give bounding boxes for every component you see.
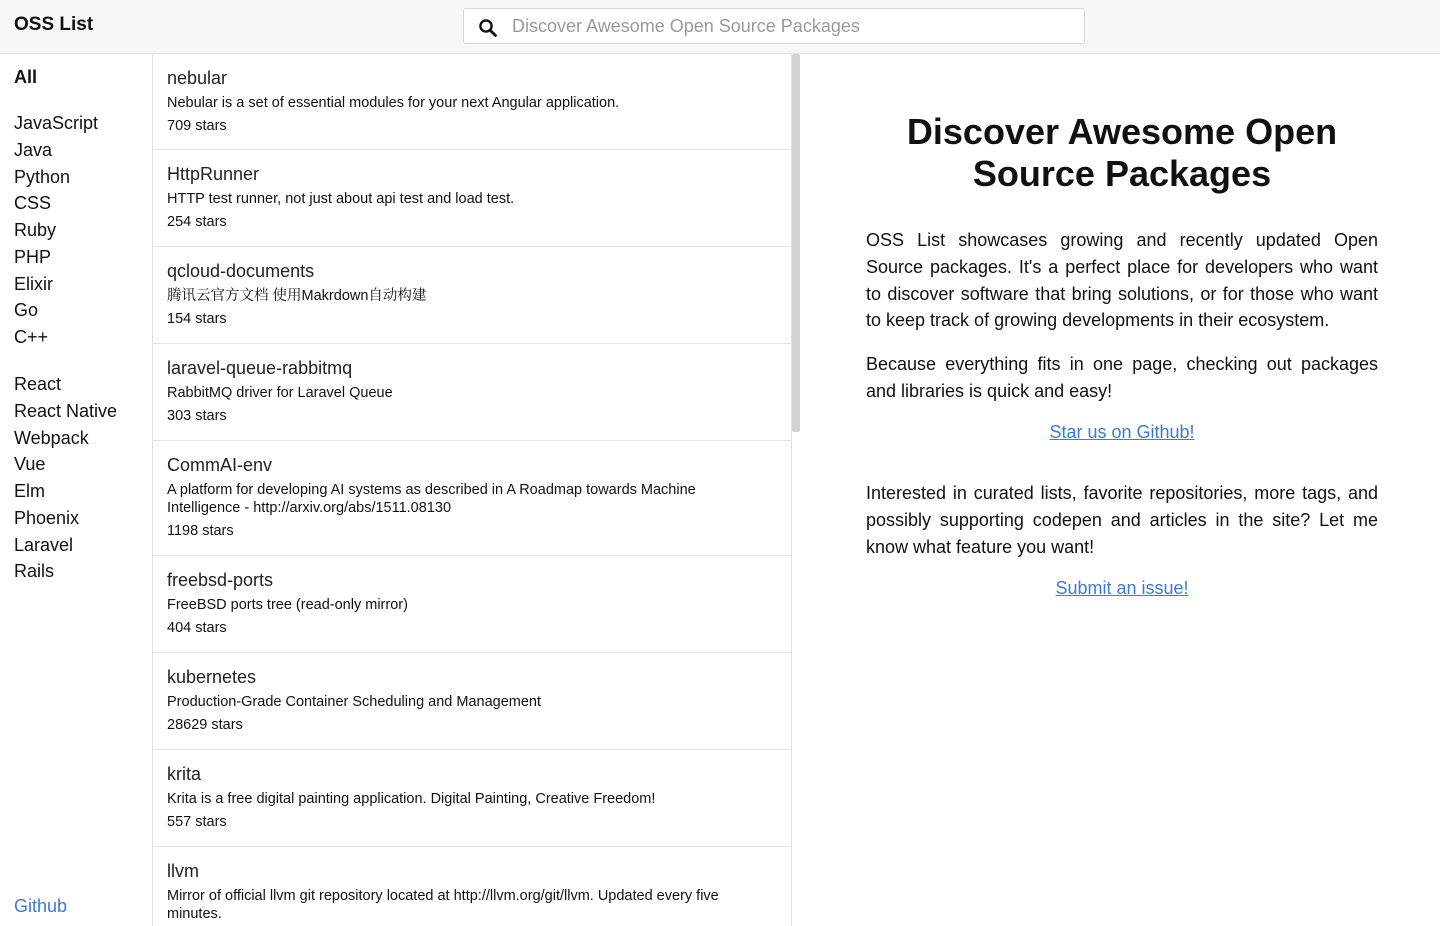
sidebar-item-elm[interactable]: Elm xyxy=(14,481,45,501)
about-title: Discover Awesome Open Source Packages xyxy=(906,111,1338,194)
list-item[interactable] xyxy=(153,344,792,441)
about-paragraph-feedback: Interested in curated lists, favorite repositories, more tags, and possibly supporting codepen and articles in the site? Let me know what feature you want! xyxy=(866,483,1378,557)
sidebar-item-javascript[interactable]: JavaScript xyxy=(14,113,99,133)
sidebar-languages xyxy=(14,110,98,351)
package-name: kubernetes xyxy=(167,667,257,687)
package-name: llvm xyxy=(167,861,199,881)
package-name: krita xyxy=(167,764,202,784)
package-description: Krita is a free digital painting application. Digital Painting, Creative Freedom! xyxy=(167,791,656,807)
brand-logo[interactable]: OSS List xyxy=(14,14,94,35)
sidebar-item-go[interactable]: Go xyxy=(14,300,39,321)
package-description: Nebular is a set of essential modules for your next Angular application. xyxy=(167,95,620,111)
list-scrollbar[interactable] xyxy=(792,54,800,432)
sidebar-item-css[interactable]: CSS xyxy=(14,193,52,214)
package-description: Production-Grade Container Scheduling and Management xyxy=(167,694,542,710)
sidebar-item-ruby[interactable]: Ruby xyxy=(14,220,57,240)
top-bar xyxy=(0,0,1440,54)
package-stars: 1198 stars xyxy=(167,523,234,539)
sidebar-item-vue[interactable]: Vue xyxy=(14,454,46,475)
package-stars: 557 stars xyxy=(167,814,227,830)
package-description: A platform for developing AI systems as described in A Roadmap towards Machine Intelligence - http://arxiv.org/abs/1511.08130 xyxy=(167,482,696,516)
list-item[interactable] xyxy=(153,441,792,556)
sidebar-item-rails[interactable]: Rails xyxy=(14,561,55,582)
sidebar-item-react[interactable]: React xyxy=(14,374,62,394)
search-box[interactable] xyxy=(463,8,1085,44)
package-stars: 254 stars xyxy=(167,214,227,230)
list-item[interactable] xyxy=(153,247,792,344)
package-stars: 28629 stars xyxy=(167,717,243,733)
package-stars: 154 stars xyxy=(167,311,227,327)
about-paragraph-intro: OSS List showcases growing and recently updated Open Source packages. It's a perfect place for developers who want to discover software that bring solutions, or for those who want to keep track of growing developments in their ecosystem. xyxy=(866,230,1378,331)
package-name: CommAI-env xyxy=(167,455,273,475)
about-paragraph-onepage: Because everything fits in one page, checking out packages and libraries is quick and easy! xyxy=(866,354,1378,401)
list-item[interactable] xyxy=(153,847,792,926)
package-stars: 303 stars xyxy=(167,408,227,424)
list-item[interactable] xyxy=(153,150,792,247)
sidebar-item-all[interactable]: All xyxy=(14,67,38,87)
sidebar-item-phoenix[interactable]: Phoenix xyxy=(14,507,80,528)
sidebar-item-java[interactable]: Java xyxy=(14,139,53,160)
package-name: HttpRunner xyxy=(167,164,260,184)
sidebar-item-python[interactable]: Python xyxy=(14,166,71,187)
sidebar-item-laravel[interactable]: Laravel xyxy=(14,534,74,555)
package-stars: 404 stars xyxy=(167,620,227,636)
list-item[interactable] xyxy=(153,750,792,847)
search-input[interactable] xyxy=(512,13,1072,39)
list-item[interactable] xyxy=(153,653,792,750)
sidebar-item-react-native[interactable]: React Native xyxy=(14,400,118,421)
package-description: FreeBSD ports tree (read-only mirror) xyxy=(167,597,408,613)
sidebar-item-cpp[interactable]: C++ xyxy=(14,327,49,347)
list-item[interactable] xyxy=(153,54,792,150)
package-name: qcloud-documents xyxy=(167,261,315,281)
sidebar-item-webpack[interactable]: Webpack xyxy=(14,427,89,448)
sidebar-item-php[interactable]: PHP xyxy=(14,246,52,267)
package-stars: 709 stars xyxy=(167,118,227,134)
package-description: 腾讯云官方文档 使用Makrdown自动构建 xyxy=(167,288,427,304)
package-name: freebsd-ports xyxy=(167,570,274,590)
sidebar-frameworks xyxy=(14,371,117,585)
submit-issue-link[interactable]: Submit an issue! xyxy=(1055,578,1189,598)
star-github-link[interactable]: Star us on Github! xyxy=(1049,422,1195,442)
list-item[interactable] xyxy=(153,556,792,653)
package-description: RabbitMQ driver for Laravel Queue xyxy=(167,385,393,401)
sidebar xyxy=(0,54,152,926)
package-name: nebular xyxy=(167,68,228,88)
package-description: HTTP test runner, not just about api test and load test. xyxy=(167,191,515,207)
search-icon xyxy=(478,18,498,38)
github-link[interactable]: Github xyxy=(14,896,68,916)
sidebar-item-elixir[interactable]: Elixir xyxy=(14,273,53,294)
package-description: Mirror of official llvm git repository located at http://llvm.org/git/llvm. Updated every five minutes. xyxy=(167,888,719,922)
package-list xyxy=(152,54,792,926)
package-name: laravel-queue-rabbitmq xyxy=(167,358,353,378)
